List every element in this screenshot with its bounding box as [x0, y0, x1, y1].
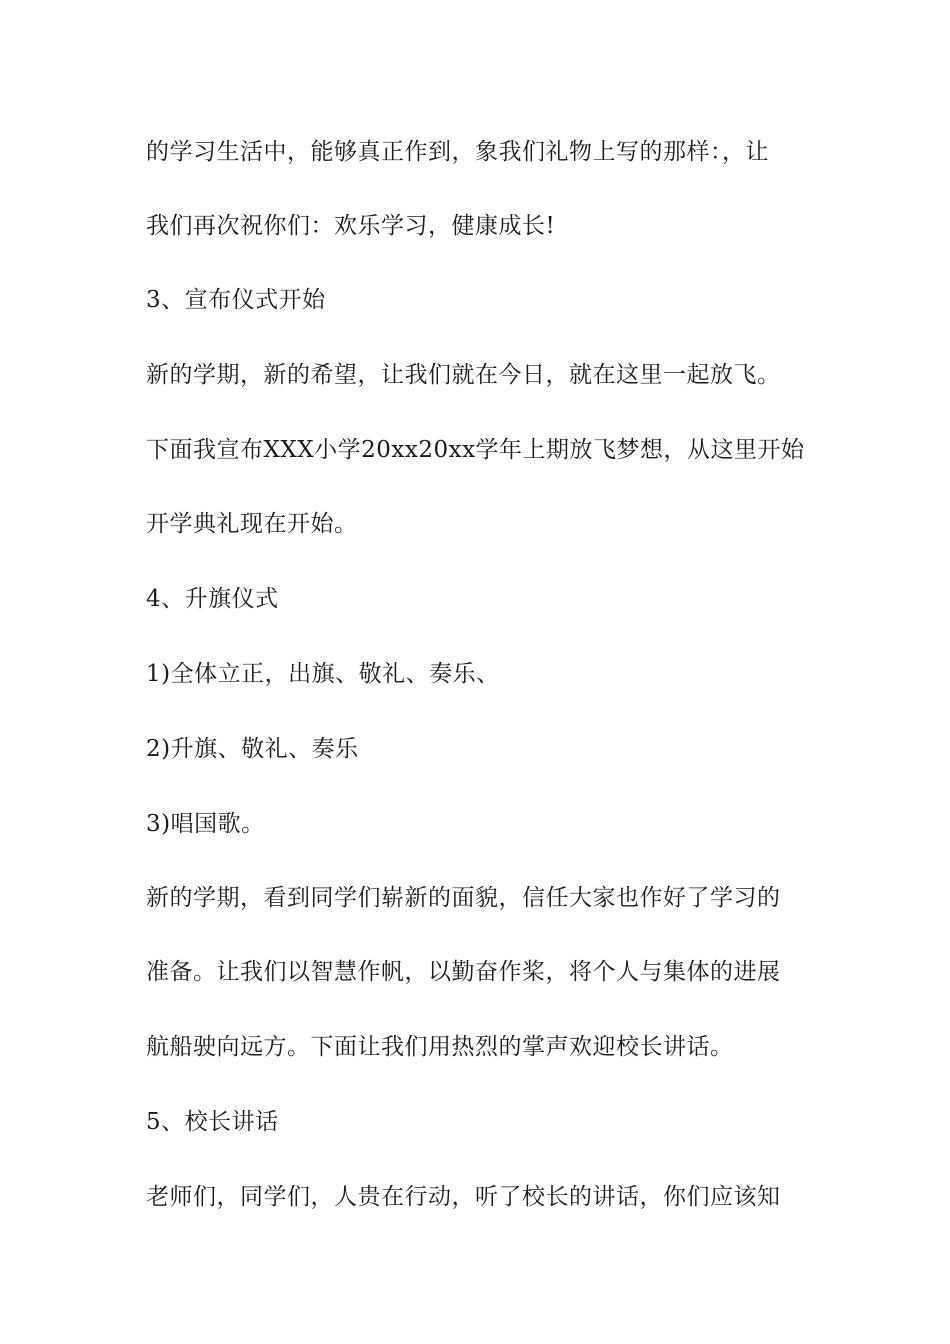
section-heading: 4、升旗仪式 [146, 586, 279, 612]
paragraph-line: 的学习生活中，能够真正作到，象我们礼物上写的那样：，让 [146, 139, 769, 165]
list-item: 1)全体立正，出旗、敬礼、奏乐、 [146, 661, 500, 687]
paragraph-line: 新的学期，新的希望，让我们就在今日，就在这里一起放飞。 [146, 362, 781, 388]
list-item: 2)升旗、敬礼、奏乐 [146, 736, 359, 762]
paragraph-line: 下面我宣布XXX小学20xx20xx学年上期放飞梦想，从这里开始 [146, 437, 805, 463]
paragraph-line: 准备。让我们以智慧作帆，以勤奋作桨，将个人与集体的进展 [146, 959, 781, 985]
paragraph-line: 航船驶向远方。下面让我们用热烈的掌声欢迎校长讲话。 [146, 1034, 734, 1060]
section-heading: 5、校长讲话 [146, 1109, 279, 1135]
paragraph-line: 老师们，同学们，人贵在行动，听了校长的讲话，你们应该知 [146, 1184, 781, 1210]
paragraph-line: 我们再次祝你们：欢乐学习，健康成长! [146, 213, 556, 239]
section-heading: 3、宣布仪式开始 [146, 287, 326, 313]
list-item: 3)唱国歌。 [146, 811, 265, 837]
paragraph-line: 开学典礼现在开始。 [146, 511, 358, 537]
paragraph-line: 新的学期，看到同学们崭新的面貌，信任大家也作好了学习的 [146, 885, 781, 911]
